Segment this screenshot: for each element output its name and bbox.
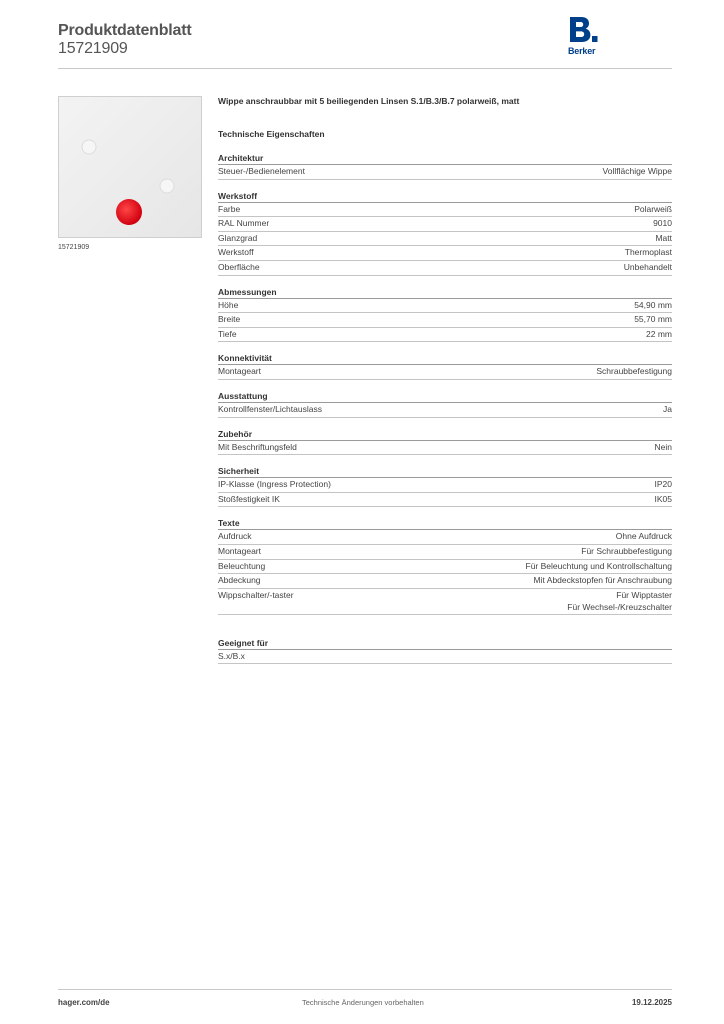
section-title: Architektur (218, 152, 672, 165)
spec-row (218, 165, 672, 180)
spec-label: Glanzgrad (218, 232, 258, 243)
spec-value (634, 203, 672, 215)
berker-b-icon (568, 16, 598, 46)
spec-value-line: Matt (655, 232, 672, 243)
spec-value-line: Für Wipptaster (616, 589, 672, 600)
spec-row (218, 650, 672, 665)
spec-section (218, 390, 672, 418)
spec-label: Wippschalter/-taster (218, 589, 294, 600)
spec-value-line: IP20 (654, 479, 672, 490)
spec-row (218, 530, 672, 545)
spec-label: Breite (218, 314, 241, 325)
spec-value-line: 9010 (653, 218, 672, 229)
page-title: Produktdatenblatt (58, 22, 192, 39)
spec-value (616, 530, 672, 542)
section-title: Werkstoff (218, 190, 672, 203)
spec-section (218, 190, 672, 276)
spec-label: Tiefe (218, 328, 237, 339)
spec-value (603, 165, 672, 177)
spec-value (646, 328, 672, 340)
spec-label: Aufdruck (218, 531, 252, 542)
spec-value-line: Mit Abdeckstopfen für Anschraubung (533, 575, 672, 586)
spec-value-line: IK05 (654, 493, 672, 504)
spec-label: Mit Beschriftungsfeld (218, 441, 297, 452)
spec-value (653, 217, 672, 229)
section-title: Sicherheit (218, 465, 672, 478)
header-divider (58, 68, 672, 69)
spec-value (663, 403, 672, 415)
spec-value-line: 55,70 mm (634, 314, 672, 325)
spec-value-line: Nein (654, 441, 672, 452)
spec-value (526, 560, 672, 572)
spec-value (655, 232, 672, 244)
footer-divider (58, 989, 672, 990)
spec-value-line: Vollflächige Wippe (602, 166, 672, 176)
spec-value (581, 545, 672, 557)
spec-value-line: Thermoplast (624, 247, 672, 258)
spec-value (655, 493, 673, 505)
footer-disclaimer: Technische Änderungen vorbehalten (302, 998, 424, 1007)
spec-row (218, 478, 672, 493)
footer-date: 19.12.2025 (631, 998, 672, 1007)
spec-value (655, 441, 672, 453)
spec-content (218, 95, 672, 664)
spec-value-line: 54,90 mm (634, 299, 672, 310)
spec-label: S.x/B.x (218, 650, 245, 661)
spec-value-line: Für Beleuchtung und Kontrollschaltung (525, 560, 672, 571)
image-caption: 15721909 (58, 244, 90, 251)
product-title: Wippe anschraubbar mit 5 beiliegenden Linsen S.1/B.3/B.7 polarweiß, matt (218, 96, 520, 106)
spec-row (218, 493, 672, 508)
spec-section (218, 428, 672, 456)
footer-website: hager.com/de (58, 998, 110, 1007)
spec-row (218, 574, 672, 589)
product-rocker-graphic (59, 97, 201, 237)
spec-label: Abdeckung (218, 575, 261, 586)
spec-section (218, 517, 672, 614)
spec-value-line: Unbehandelt (623, 261, 672, 272)
section-title: Abmessungen (218, 286, 672, 299)
spec-label: Werkstoff (218, 247, 254, 258)
spec-row (218, 217, 672, 232)
spec-value (596, 365, 672, 377)
section-title: Ausstattung (218, 390, 672, 403)
spec-label: Stoßfestigkeit IK (218, 493, 280, 504)
berker-logo (566, 16, 606, 58)
spec-row (218, 232, 672, 247)
spec-section (218, 152, 672, 180)
spec-label: Farbe (218, 203, 241, 214)
spec-value-line: Ohne Aufdruck (615, 531, 672, 542)
spec-row (218, 560, 672, 575)
spec-row (218, 589, 672, 615)
spec-row (218, 261, 672, 276)
spec-value-line: Ja (663, 403, 672, 414)
spec-value-line: 22 mm (646, 328, 672, 339)
section-title: Zubehör (218, 428, 672, 441)
section-title: Konnektivität (218, 352, 672, 365)
spec-value (567, 589, 672, 614)
spec-row (218, 403, 672, 418)
spec-row (218, 441, 672, 456)
spec-label: Beleuchtung (218, 560, 266, 571)
spec-section (218, 637, 672, 665)
spec-value (625, 246, 672, 258)
spec-row (218, 313, 672, 328)
spec-label: Kontrollfenster/Lichtauslass (218, 403, 322, 414)
spec-value (634, 299, 672, 311)
spec-label: Höhe (218, 299, 239, 310)
spec-value (624, 261, 672, 273)
spec-value (534, 574, 672, 586)
spec-value (634, 313, 672, 325)
spec-row (218, 246, 672, 261)
spec-label: Montageart (218, 545, 261, 556)
spec-row (218, 328, 672, 343)
spec-value-line: Schraubbefestigung (596, 366, 672, 377)
product-number: 15721909 (58, 40, 128, 57)
spec-sections (218, 152, 672, 664)
spec-row (218, 299, 672, 314)
spec-value-line: Für Wechsel-/Kreuzschalter (567, 602, 672, 613)
spec-row (218, 545, 672, 560)
spec-label: IP-Klasse (Ingress Protection) (218, 479, 331, 490)
spec-row (218, 203, 672, 218)
spec-label: Montageart (218, 366, 261, 377)
spec-value-line: Polarweiß (634, 203, 672, 214)
tech-heading: Technische Eigenschaften (218, 129, 325, 139)
spec-row (218, 365, 672, 380)
spec-value-line: Für Schraubbefestigung (581, 545, 672, 556)
logo-text: Berker (568, 46, 596, 56)
spec-label: RAL Nummer (218, 218, 270, 229)
spec-section (218, 465, 672, 507)
spec-section (218, 352, 672, 380)
spec-label: Steuer-/Bedienelement (218, 166, 305, 176)
section-title: Texte (218, 517, 672, 530)
product-image (58, 96, 202, 238)
spec-section (218, 286, 672, 343)
section-title: Geeignet für (218, 637, 672, 650)
spec-value (655, 478, 673, 490)
spec-label: Oberfläche (218, 261, 260, 272)
